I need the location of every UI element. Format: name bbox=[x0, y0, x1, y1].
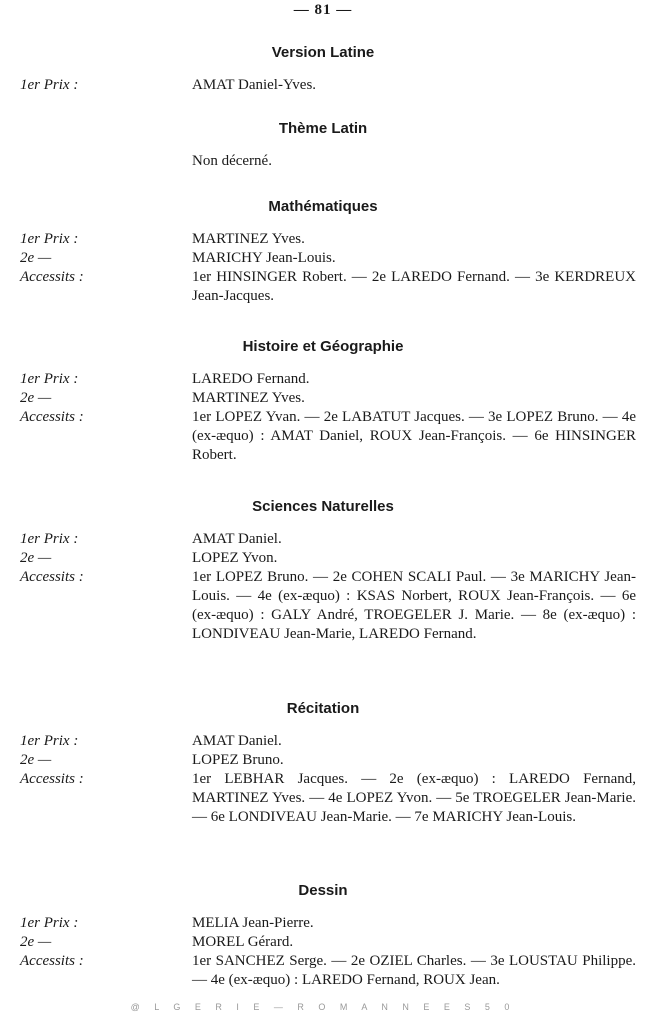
list-item bbox=[0, 152, 646, 171]
row-value: MARTINEZ Yves. bbox=[192, 231, 305, 247]
row-label: 2e — bbox=[20, 934, 52, 950]
section-sciences-naturelles bbox=[0, 498, 646, 644]
row-value: LOPEZ Bruno. bbox=[192, 752, 284, 768]
row-value: LAREDO Fernand. bbox=[192, 371, 310, 387]
section-title: Thème Latin bbox=[278, 120, 368, 137]
row-label: 1er Prix : bbox=[20, 531, 79, 547]
list-item bbox=[0, 370, 646, 389]
row-label: 2e — bbox=[20, 390, 52, 406]
row-label: Accessits : bbox=[20, 771, 84, 787]
list-item bbox=[0, 268, 646, 306]
row-value: MARTINEZ Yves. bbox=[192, 390, 305, 406]
section-title: Dessin bbox=[298, 882, 348, 899]
row-value: AMAT Daniel. bbox=[192, 531, 282, 547]
section-dessin bbox=[0, 882, 646, 990]
section-version-latine bbox=[0, 44, 646, 95]
list-item bbox=[0, 408, 646, 465]
list-item bbox=[0, 389, 646, 408]
section-recitation bbox=[0, 700, 646, 827]
section-title: Histoire et Géographie bbox=[242, 338, 404, 355]
row-label: 1er Prix : bbox=[20, 915, 79, 931]
list-item bbox=[0, 530, 646, 549]
row-label: Accessits : bbox=[20, 269, 84, 285]
row-value: MELIA Jean-Pierre. bbox=[192, 915, 314, 931]
list-item bbox=[0, 770, 646, 827]
row-value: MARICHY Jean-Louis. bbox=[192, 250, 336, 266]
section-mathematiques bbox=[0, 198, 646, 306]
row-value: 1er LOPEZ Yvan. — 2e LABATUT Jacques. — 3e LOPEZ Bruno. — 4e (ex-æquo) : AMAT Daniel, ROUX Jean-François. — 6e HINSINGER Robert. bbox=[192, 409, 636, 463]
list-item bbox=[0, 568, 646, 644]
section-title: Version Latine bbox=[271, 44, 375, 61]
row-value: AMAT Daniel-Yves. bbox=[192, 77, 317, 93]
row-value: MOREL Gérard. bbox=[192, 934, 294, 950]
section-title: Sciences Naturelles bbox=[252, 498, 394, 515]
list-item bbox=[0, 914, 646, 933]
list-item bbox=[0, 933, 646, 952]
list-item bbox=[0, 952, 646, 990]
row-label: 1er Prix : bbox=[20, 371, 79, 387]
section-theme-latin bbox=[0, 120, 646, 171]
list-item bbox=[0, 732, 646, 751]
row-value: Non décerné. bbox=[192, 153, 272, 169]
row-value: 1er LEBHAR Jacques. — 2e (ex-æquo) : LAREDO Fernand, MARTINEZ Yves. — 4e LOPEZ Yvon. — 5e TROEGELER Jean-Marie. — 6e LONDIVEAU Jean-Marie. — 7e MARICHY Jean-Louis. bbox=[192, 771, 636, 825]
list-item bbox=[0, 76, 646, 95]
row-label: 1er Prix : bbox=[20, 231, 79, 247]
row-value: AMAT Daniel. bbox=[192, 733, 282, 749]
row-label: 1er Prix : bbox=[20, 77, 79, 93]
row-value: LOPEZ Yvon. bbox=[192, 550, 278, 566]
list-item bbox=[0, 230, 646, 249]
row-label: 2e — bbox=[20, 250, 52, 266]
list-item bbox=[0, 751, 646, 770]
row-label: 2e — bbox=[20, 752, 52, 768]
page-number: — 81 — bbox=[293, 2, 353, 18]
watermark-footer: @ L G E R I E — R O M A N N E E S 5 0 bbox=[130, 1002, 516, 1012]
section-title: Mathématiques bbox=[268, 198, 378, 215]
list-item bbox=[0, 249, 646, 268]
row-label: 1er Prix : bbox=[20, 733, 79, 749]
section-title: Récitation bbox=[286, 700, 360, 717]
row-label: Accessits : bbox=[20, 953, 84, 969]
row-label: 2e — bbox=[20, 550, 52, 566]
section-histoire-geographie bbox=[0, 338, 646, 465]
row-value: 1er SANCHEZ Serge. — 2e OZIEL Charles. — 3e LOUSTAU Philippe. — 4e (ex-æquo) : LAREDO Fernand, ROUX Jean. bbox=[192, 953, 636, 988]
row-label: Accessits : bbox=[20, 569, 84, 585]
row-value: 1er HINSINGER Robert. — 2e LAREDO Fernand. — 3e KERDREUX Jean-Jacques. bbox=[192, 269, 636, 304]
list-item bbox=[0, 549, 646, 568]
row-label: Accessits : bbox=[20, 409, 84, 425]
row-value: 1er LOPEZ Bruno. — 2e COHEN SCALI Paul. — 3e MARICHY Jean-Louis. — 4e (ex-æquo) : KSAS Norbert, ROUX Jean-François. — 6e (ex-æquo) : GALY André, TROEGELER J. Marie. — 8e (ex-æquo) : LONDIVEAU Jean-Marie, LAREDO Fernand. bbox=[192, 569, 636, 642]
